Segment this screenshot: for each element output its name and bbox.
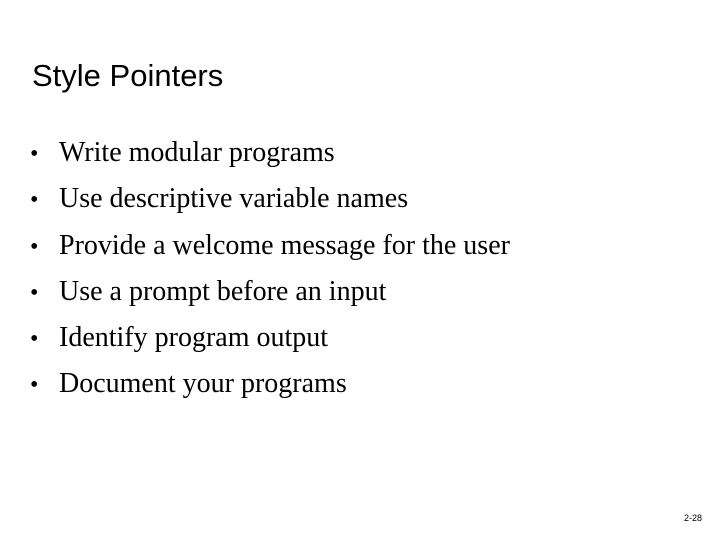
bullet-text: Identify program output (59, 322, 329, 354)
bullet-icon: • (30, 233, 39, 260)
bullet-text: Provide a welcome message for the user (59, 229, 510, 261)
bullet-item (30, 130, 510, 176)
bullet-item (30, 176, 510, 222)
bullet-text: Write modular programs (59, 137, 335, 168)
bullet-text: Use a prompt before an input (59, 275, 387, 307)
bullet-text: Use descriptive variable names (59, 183, 409, 215)
slide-number: 2-28 (683, 513, 702, 523)
bullet-text: Document your programs (59, 368, 347, 400)
bullet-icon: • (30, 187, 39, 214)
slide-title: Style Pointers (32, 58, 224, 93)
bullet-item (30, 315, 510, 361)
bullet-icon: • (30, 372, 39, 399)
bullet-item (30, 269, 510, 315)
bullet-icon: • (30, 279, 39, 306)
bullet-icon: • (30, 326, 39, 353)
bullet-list (30, 130, 510, 408)
bullet-icon: • (30, 141, 39, 167)
bullet-item (30, 223, 510, 269)
bullet-item (30, 361, 510, 407)
